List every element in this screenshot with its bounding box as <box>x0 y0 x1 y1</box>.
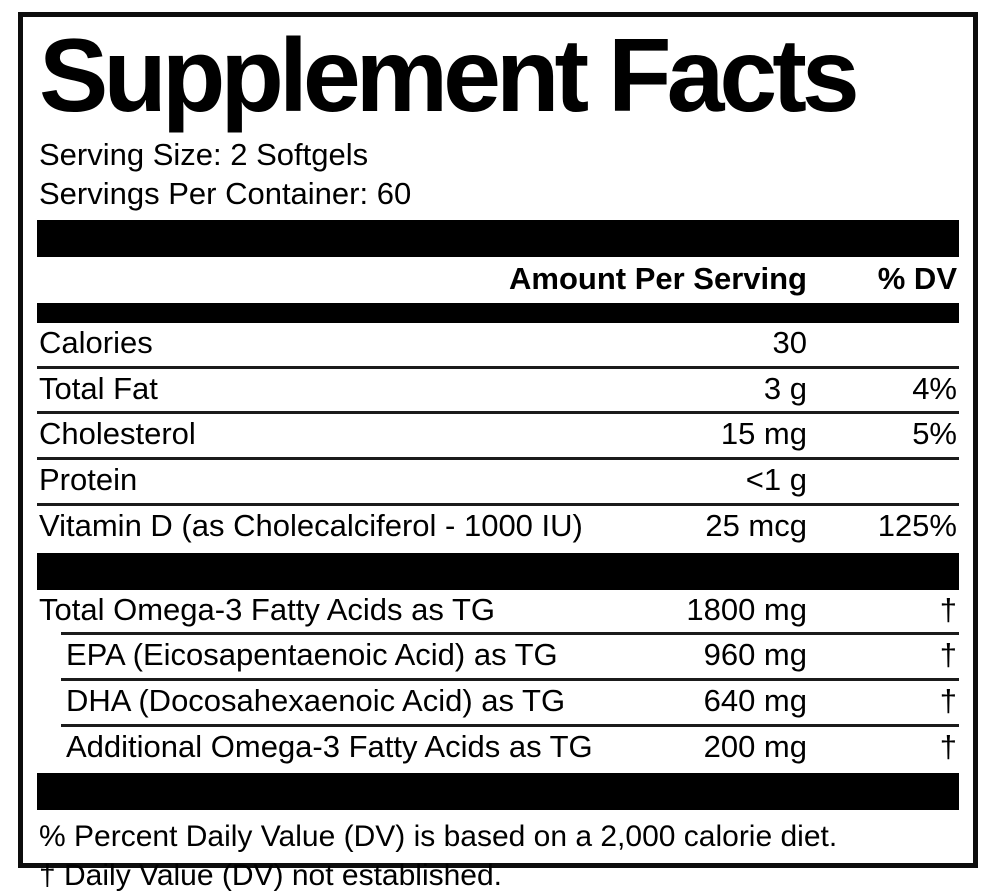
footnote-dagger: † Daily Value (DV) not established. <box>39 858 503 892</box>
footnote-percent-dv: % Percent Daily Value (DV) is based on a 2,000 calorie diet. <box>39 820 838 854</box>
nutrient-name: Additional Omega-3 Fatty Acids as TG <box>66 728 593 764</box>
nutrient-name: Total Omega-3 Fatty Acids as TG <box>39 591 495 627</box>
separator-bar <box>37 553 959 590</box>
nutrient-dv: 4% <box>912 370 957 406</box>
column-header-row <box>37 257 959 303</box>
nutrient-amount: 30 <box>772 325 807 361</box>
nutrient-dv-dagger: † <box>939 591 957 627</box>
nutrient-name: EPA (Eicosapentaenoic Acid) as TG <box>66 637 558 673</box>
separator-bar <box>37 773 959 810</box>
nutrient-name: Total Fat <box>39 370 158 406</box>
nutrient-dv-dagger: † <box>939 728 957 764</box>
servings-per-container: Servings Per Container: 60 <box>39 175 412 211</box>
nutrient-amount: 1800 mg <box>686 591 807 627</box>
supplement-facts-panel <box>18 12 978 892</box>
percent-dv-header: % DV <box>877 261 957 297</box>
separator-bar <box>37 303 959 323</box>
nutrient-dv-dagger: † <box>939 637 957 673</box>
serving-size: Serving Size: 2 Softgels <box>39 136 369 172</box>
nutrient-name: Vitamin D (as Cholecalciferol - 1000 IU) <box>39 507 583 543</box>
nutrient-amount: 3 g <box>763 370 807 406</box>
nutrient-dv: 125% <box>877 507 957 543</box>
table-row-total-omega3 <box>37 590 959 633</box>
table-row-calories <box>37 323 959 366</box>
table-row-cholesterol <box>37 414 959 457</box>
nutrient-name: Calories <box>39 325 153 361</box>
nutrient-amount: 25 mcg <box>705 507 807 543</box>
nutrient-amount: 200 mg <box>703 728 807 764</box>
table-row-epa <box>37 635 959 678</box>
nutrient-amount: 640 mg <box>703 683 807 719</box>
footnotes <box>37 810 959 895</box>
separator-bar <box>37 220 959 257</box>
table-row-vitamin-d <box>37 506 959 549</box>
nutrient-dv: 5% <box>912 416 957 452</box>
nutrient-amount: <1 g <box>745 462 807 498</box>
amount-per-serving-header: Amount Per Serving <box>509 261 807 297</box>
table-row-protein <box>37 460 959 503</box>
table-row-additional-omega3 <box>37 727 959 770</box>
nutrient-dv-dagger: † <box>939 683 957 719</box>
nutrient-name: DHA (Docosahexaenoic Acid) as TG <box>66 683 566 719</box>
page-title: Supplement Facts <box>39 18 855 134</box>
table-row-dha <box>37 681 959 724</box>
table-row-total-fat <box>37 369 959 412</box>
nutrient-name: Cholesterol <box>39 416 196 452</box>
nutrient-amount: 960 mg <box>703 637 807 673</box>
nutrient-name: Protein <box>39 462 138 498</box>
nutrient-amount: 15 mg <box>720 416 807 452</box>
